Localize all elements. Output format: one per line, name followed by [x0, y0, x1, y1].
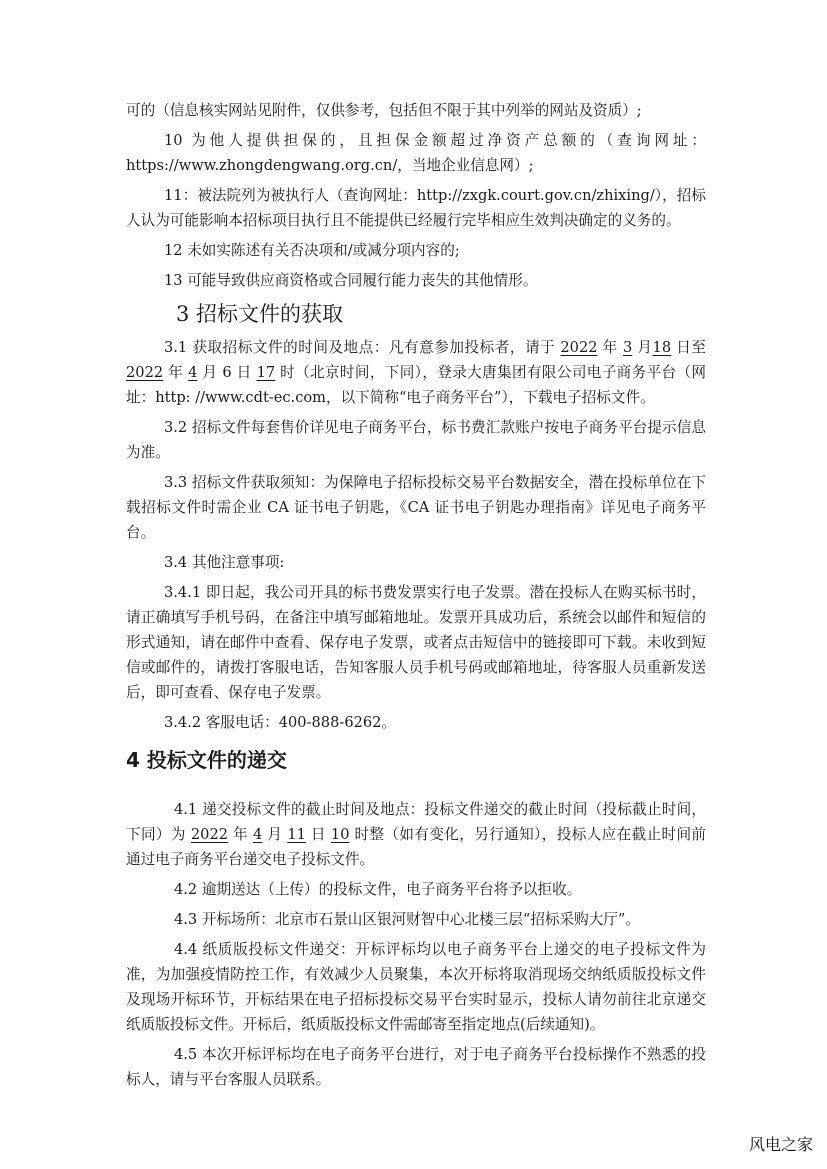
date-year: 2022 — [190, 826, 229, 843]
paragraph-3-3: 3.3 招标文件获取须知：为保障电子招标投标交易平台数据安全，潜在投标单位在下载招标文件时需企业 CA 证书电子钥匙，《CA 证书电子钥匙办理指南》详见电子商务平台。 — [126, 474, 706, 541]
paragraph-4-1: 4.1 递交投标文件的截止时间及地点：投标文件递交的截止时间（投标截止时间，下同）为 2022 年 4 月 11 日 10 时整（如有变化，另行通知），投标人应在截止时间前通过电子商务平台递交电子投标文件。 — [126, 801, 707, 868]
paragraph-3-4: 3.4 其他注意事项: — [164, 554, 285, 571]
date-hour: 17 — [256, 364, 276, 381]
item-10: 10 为他人提供担保的，且担保金额超过净资产总额的（查询网址：https://www.zhongdengwang.org.cn/，当地企业信息网）; — [126, 132, 706, 174]
date-month: 3 — [622, 339, 633, 356]
section-4-body — [126, 797, 706, 1092]
date-month: 4 — [253, 826, 263, 843]
paragraph-3-2: 3.2 招标文件每套售价详见电子商务平台，标书费汇款账户按电子商务平台提示信息为准。 — [126, 419, 706, 461]
paragraph-3-4-2: 3.4.2 客服电话：400-888-6262。 — [164, 714, 397, 731]
date-day: 11 — [287, 826, 306, 843]
item-13: 13 可能导致供应商资格或合同履行能力丧失的其他情形。 — [164, 272, 538, 289]
date-day: 18 — [652, 339, 672, 356]
section-3-heading: 3 招标文件的获取 — [176, 302, 344, 326]
watermark: 风电之家 — [748, 1135, 813, 1154]
paragraph-4-5: 4.5 本次开标评标均在电子商务平台进行，对于电子商务平台投标操作不熟悉的投标人，请与平台客服人员联系。 — [126, 1046, 706, 1088]
paragraph-4-4: 4.4 纸质版投标文件递交：开标评标均以电子商务平台上递交的电子投标文件为准，为加强疫情防控工作，有效减少人员聚集，本次开标将取消现场交纳纸质版投标文件及现场开标环节，开标结果在电子招标投标交易平台实时显示，投标人请勿前往北京递交纸质版投标文件。开标后，纸质版投标文件需邮寄至指定地点(后续通知)。 — [126, 941, 706, 1033]
item-12: 12 未如实陈述有关否决项和/或减分项内容的; — [164, 242, 460, 259]
paragraph-continuation: 可的（信息核实网站见附件，仅供参考，包括但不限于其中列举的网站及资质）; — [126, 102, 642, 119]
item-11: 11：被法院列为被执行人（查询网址：http://zxgk.court.gov.cn/zhixing/），招标人认为可能影响本招标项目执行且不能提供已经履行完毕相应生效判决确定的义务的。 — [126, 187, 706, 229]
paragraph-4-3: 4.3 开标场所：北京市石景山区银河财智中心北楼三层“招标采购大厅”。 — [174, 911, 640, 928]
paragraph-4-2: 4.2 逾期送达（上传）的投标文件，电子商务平台将予以拒收。 — [174, 881, 582, 898]
date-hour: 10 — [330, 826, 350, 843]
section-4-heading: 4 投标文件的递交 — [126, 748, 287, 772]
date-year: 2022 — [126, 364, 164, 381]
date-year: 2022 — [560, 339, 598, 356]
document-page — [126, 98, 706, 1092]
paragraph-3-1: 3.1 获取招标文件的时间及地点：凡有意参加投标者，请于 2022 年 3 月18 日至 2022 年 4 月 6 日 17 时（北京时间，下同），登录大唐集团有限公司电子商务平台（网址：http: //www.cdt-ec.com，以下简称“电子商务平台”），下载电子招标文件。 — [126, 339, 707, 406]
date-month: 4 — [188, 364, 198, 381]
paragraph-3-4-1: 3.4.1 即日起，我公司开具的标书费发票实行电子发票。潜在投标人在购买标书时，请正确填写手机号码，在备注中填写邮箱地址。发票开具成功后，系统会以邮件和短信的形式通知，请在邮件中查看、保存电子发票，或者点击短信中的链接即可下载。未收到短信或邮件的，请拨打客服电话，告知客服人员手机号码或邮箱地址，待客服人员重新发送后，即可查看、保存电子发票。 — [126, 584, 706, 701]
